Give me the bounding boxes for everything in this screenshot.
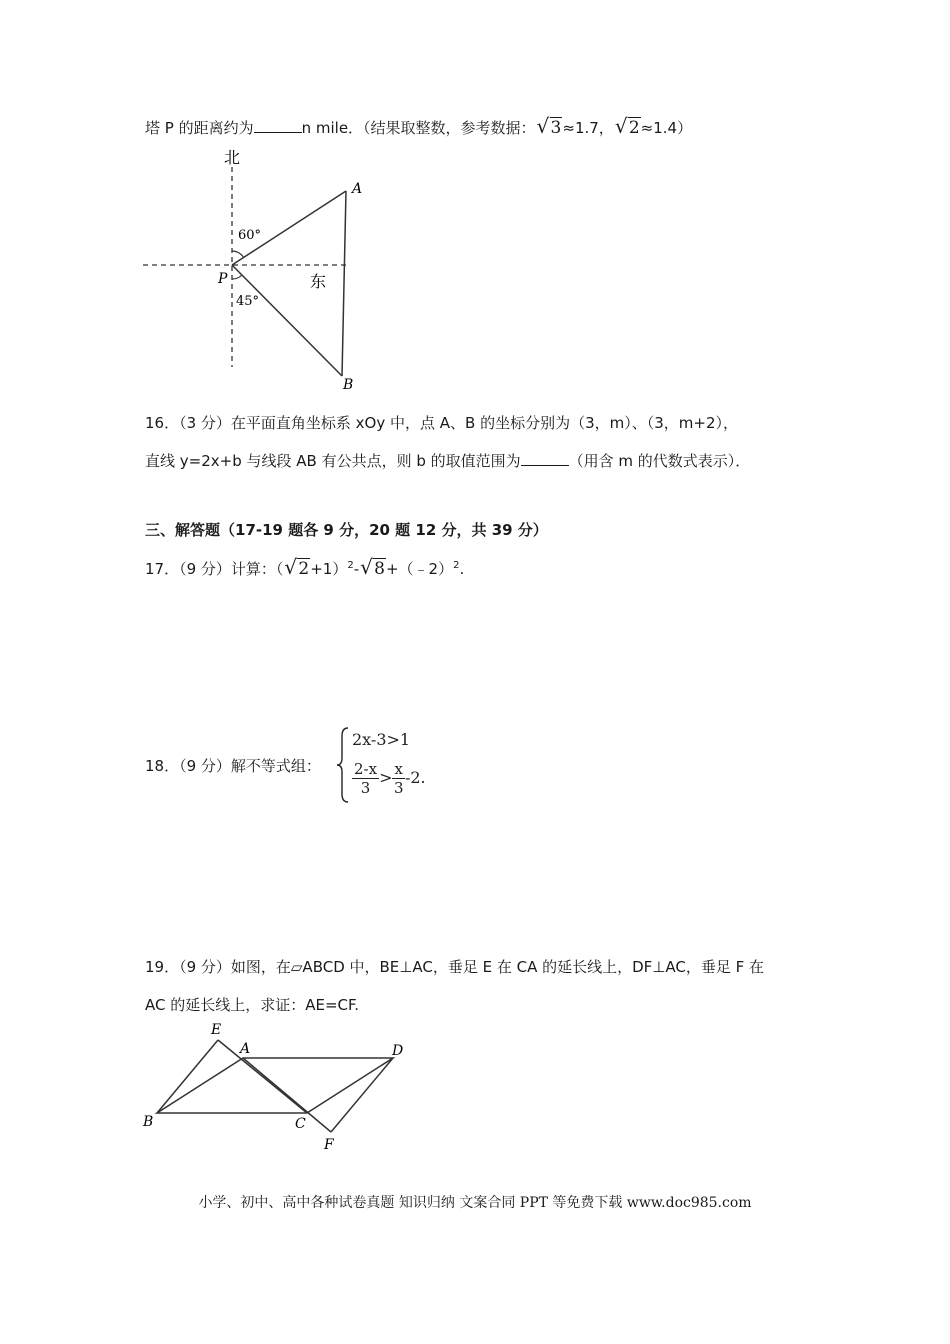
q17-pre: 17．（9 分）计算：（ [145,560,284,578]
q16-line1: 16．（3 分）在平面直角坐标系 xOy 中，点 A、B 的坐标分别为（3，m）、（3，m+2）， [145,414,739,432]
q15-tail-line [145,118,692,138]
segment-ec [218,1040,307,1113]
label-angle-45: 45° [236,294,260,309]
q17-exp2: 2 [453,560,460,571]
sqrt-3: √ 3 [538,118,563,138]
q18-end: . [420,768,426,787]
q16-post: （用含 m 的代数式表示）． [568,452,751,470]
q15-approx2: ≈1.4） [640,119,693,137]
section-heading: 三、解答题（17-19 题各 9 分，20 题 12 分，共 39 分） [145,521,548,539]
inequality-2 [352,760,426,797]
segment-df [331,1058,393,1132]
segment-ab [342,191,346,376]
label-point-e: E [211,1022,222,1038]
q17-end: . [459,560,465,578]
q19-line1: 19．（9 分）如图，在▱ABCD 中，BE⊥AC，垂足 E 在 CA 的延长线上，DF⊥AC，垂足 F 在 [145,958,764,976]
label-point-d: D [392,1043,404,1059]
q15-unit: n mile．（结果取整数，参考数据： [301,119,536,137]
answer-blank [254,118,302,133]
q18-label: 18．（9 分）解不等式组： [145,757,321,775]
q17-exp1: 2 [347,560,354,571]
label-point-p: P [218,271,228,287]
greater-than: > [379,768,393,787]
q15-approx3: ≈1.7， [562,119,614,137]
fraction-x-over-3: $\frac{x}{3}$ [393,760,404,797]
angle-arc-45 [232,275,242,279]
footer-text: 小学、初中、高中各种试卷真题 知识归纳 文案合同 PPT 等免费下载 www.doc985.com [198,1195,752,1211]
sqrt-2: √ 2 [285,559,310,579]
figure-bearing [140,145,380,395]
figure-parallelogram [140,1018,420,1158]
brace [336,726,350,804]
q16-line2 [145,451,750,471]
label-point-a: A [240,1041,251,1057]
q17-mid3: +（﹣2） [385,560,454,578]
label-east: 东 [310,272,327,291]
answer-blank [521,451,569,466]
label-point-b: B [343,377,354,393]
label-point-f: F [324,1137,334,1153]
minus-two: -2 [404,768,421,787]
q19-line2: AC 的延长线上，求证：AE=CF. [145,996,360,1014]
segment-be [157,1040,218,1113]
label-point-a: A [352,181,363,197]
label-point-b: B [143,1114,154,1130]
label-point-c: C [295,1116,306,1132]
segment-af [243,1058,331,1132]
sqrt-8: √ 8 [361,559,386,579]
sqrt-2: √ 2 [616,118,641,138]
q17-line [145,556,464,579]
inequality-1: 2x-3>1 [352,730,411,749]
q17-mid1: +1） [310,560,348,578]
label-angle-60: 60° [238,228,262,243]
q17-mid2: - [353,560,360,578]
label-north: 北 [224,148,241,167]
angle-arc-60 [232,251,244,258]
q15-pre: 塔 P 的距离约为 [145,119,254,137]
q16-pre: 直线 y=2x+b 与线段 AB 有公共点，则 b 的取值范围为 [145,452,521,470]
fraction-2-minus-x-over-3: $\frac{2-x}{3}$ [354,760,378,797]
